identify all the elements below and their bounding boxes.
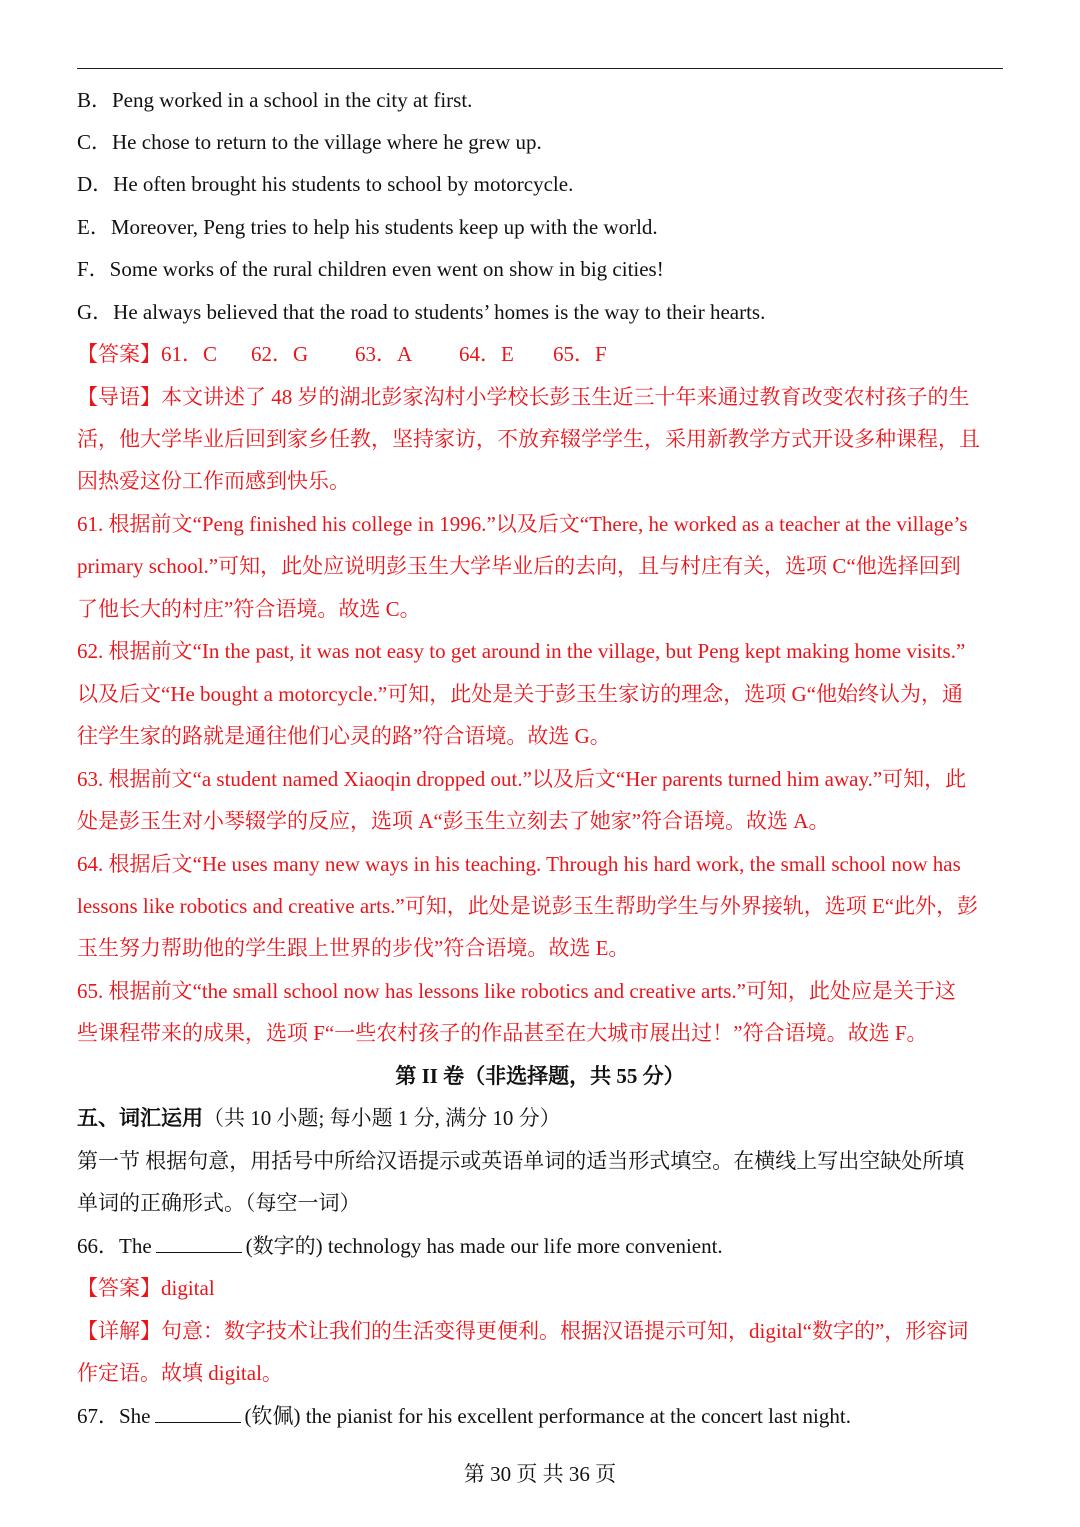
answer-tag: 【答案】 <box>77 342 161 366</box>
option-e: E．Moreover, Peng tries to help his students keep up with the world. <box>77 215 658 239</box>
explanation-line: 【导语】本文讲述了 48 岁的湖北彭家沟村小学校长彭玉生近三十年来通过教育改变农村孩子的生 <box>77 385 970 409</box>
answer-blank <box>155 1404 241 1423</box>
section-title: 第 II 卷（非选择题，共 55 分） <box>395 1064 685 1088</box>
answer-item: 64．E <box>459 342 514 366</box>
q66-detail-line: 作定语。故填 digital。 <box>77 1361 283 1385</box>
question-67 <box>77 1402 1007 1430</box>
q66-answer: 【答案】digital <box>77 1276 215 1300</box>
explanation-line: 以及后文“He bought a motorcycle.”可知，此处是关于彭玉生家访的理念，选项 G“他始终认为，通 <box>77 682 963 706</box>
instruction-line: 第一节 根据句意，用括号中所给汉语提示或英语单词的适当形式填空。在横线上写出空缺处所填 <box>77 1149 965 1173</box>
explanation-line: 63. 根据前文“a student named Xiaoqin dropped out.”以及后文“Her parents turned him away.”可知，此 <box>77 767 967 791</box>
explanation-line: 了他长大的村庄”符合语境。故选 C。 <box>77 597 421 621</box>
part-title <box>77 1104 1007 1132</box>
explanation-line: lessons like robotics and creative arts.”可知，此处是说彭玉生帮助学生与外界接轨，选项 E“此外，彭 <box>77 894 979 918</box>
explanation-line: 往学生家的路就是通往他们心灵的路”符合语境。故选 G。 <box>77 724 611 748</box>
explanation-line: primary school.”可知，此处应说明彭玉生大学毕业后的去向，且与村庄有关，选项 C“他选择回到 <box>77 554 961 578</box>
answer-blank <box>156 1234 242 1253</box>
explanation-line: 处是彭玉生对小琴辍学的反应，选项 A“彭玉生立刻去了她家”符合语境。故选 A。 <box>77 809 830 833</box>
explanation-line: 64. 根据后文“He uses many new ways in his teaching. Through his hard work, the small school now has <box>77 852 961 876</box>
question-67-suffix: (钦佩) the pianist for his excellent performance at the concert last night. <box>244 1404 851 1428</box>
explanation-line: 因热爱这份工作而感到快乐。 <box>77 469 350 493</box>
explanation-line: 61. 根据前文“Peng finished his college in 1996.”以及后文“There, he worked as a teacher at the village’s <box>77 512 968 536</box>
explanation-line: 62. 根据前文“In the past, it was not easy to get around in the village, but Peng kept making home visits.” <box>77 639 966 663</box>
explanation-line: 玉生努力帮助他的学生跟上世界的步伐”符合语境。故选 E。 <box>77 936 630 960</box>
question-67-prefix: 67．She <box>77 1404 151 1428</box>
page-footer: 第 30 页 共 36 页 <box>463 1462 617 1486</box>
header-rule <box>77 68 1003 69</box>
q66-detail-line: 【详解】句意：数字技术让我们的生活变得更便利。根据汉语提示可知，digital“数字的”，形容词 <box>77 1319 969 1343</box>
explanation-line: 活，他大学毕业后回到家乡任教，坚持家访，不放弃辍学学生，采用新教学方式开设多种课程，且 <box>77 427 980 451</box>
explanation-line: 些课程带来的成果，选项 F“一些农村孩子的作品甚至在大城市展出过！”符合语境。故选 F。 <box>77 1021 928 1045</box>
part-title-bold: 五、词汇运用 <box>77 1106 203 1130</box>
question-66 <box>77 1232 1007 1260</box>
instruction-line: 单词的正确形式。（每空一词） <box>77 1191 361 1215</box>
option-d: D．He often brought his students to school by motorcycle. <box>77 172 574 196</box>
answer-line <box>77 340 1007 368</box>
answer-item: 61．C <box>161 342 218 366</box>
answer-item: 62．G <box>251 342 309 366</box>
explanation-line: 65. 根据前文“the small school now has lessons like robotics and creative arts.”可知，此处应是关于这 <box>77 979 956 1003</box>
part-title-rest: （共 10 小题; 每小题 1 分, 满分 10 分） <box>203 1106 561 1130</box>
option-f: F．Some works of the rural children even went on show in big cities! <box>77 257 664 281</box>
option-b: B．Peng worked in a school in the city at first. <box>77 88 473 112</box>
option-g: G．He always believed that the road to students’ homes is the way to their hearts. <box>77 300 766 324</box>
question-66-suffix: (数字的) technology has made our life more convenient. <box>245 1234 723 1258</box>
option-c: C．He chose to return to the village where he grew up. <box>77 130 542 154</box>
answer-item: 65．F <box>553 342 607 366</box>
question-66-prefix: 66．The <box>77 1234 152 1258</box>
answer-item: 63．A <box>355 342 413 366</box>
